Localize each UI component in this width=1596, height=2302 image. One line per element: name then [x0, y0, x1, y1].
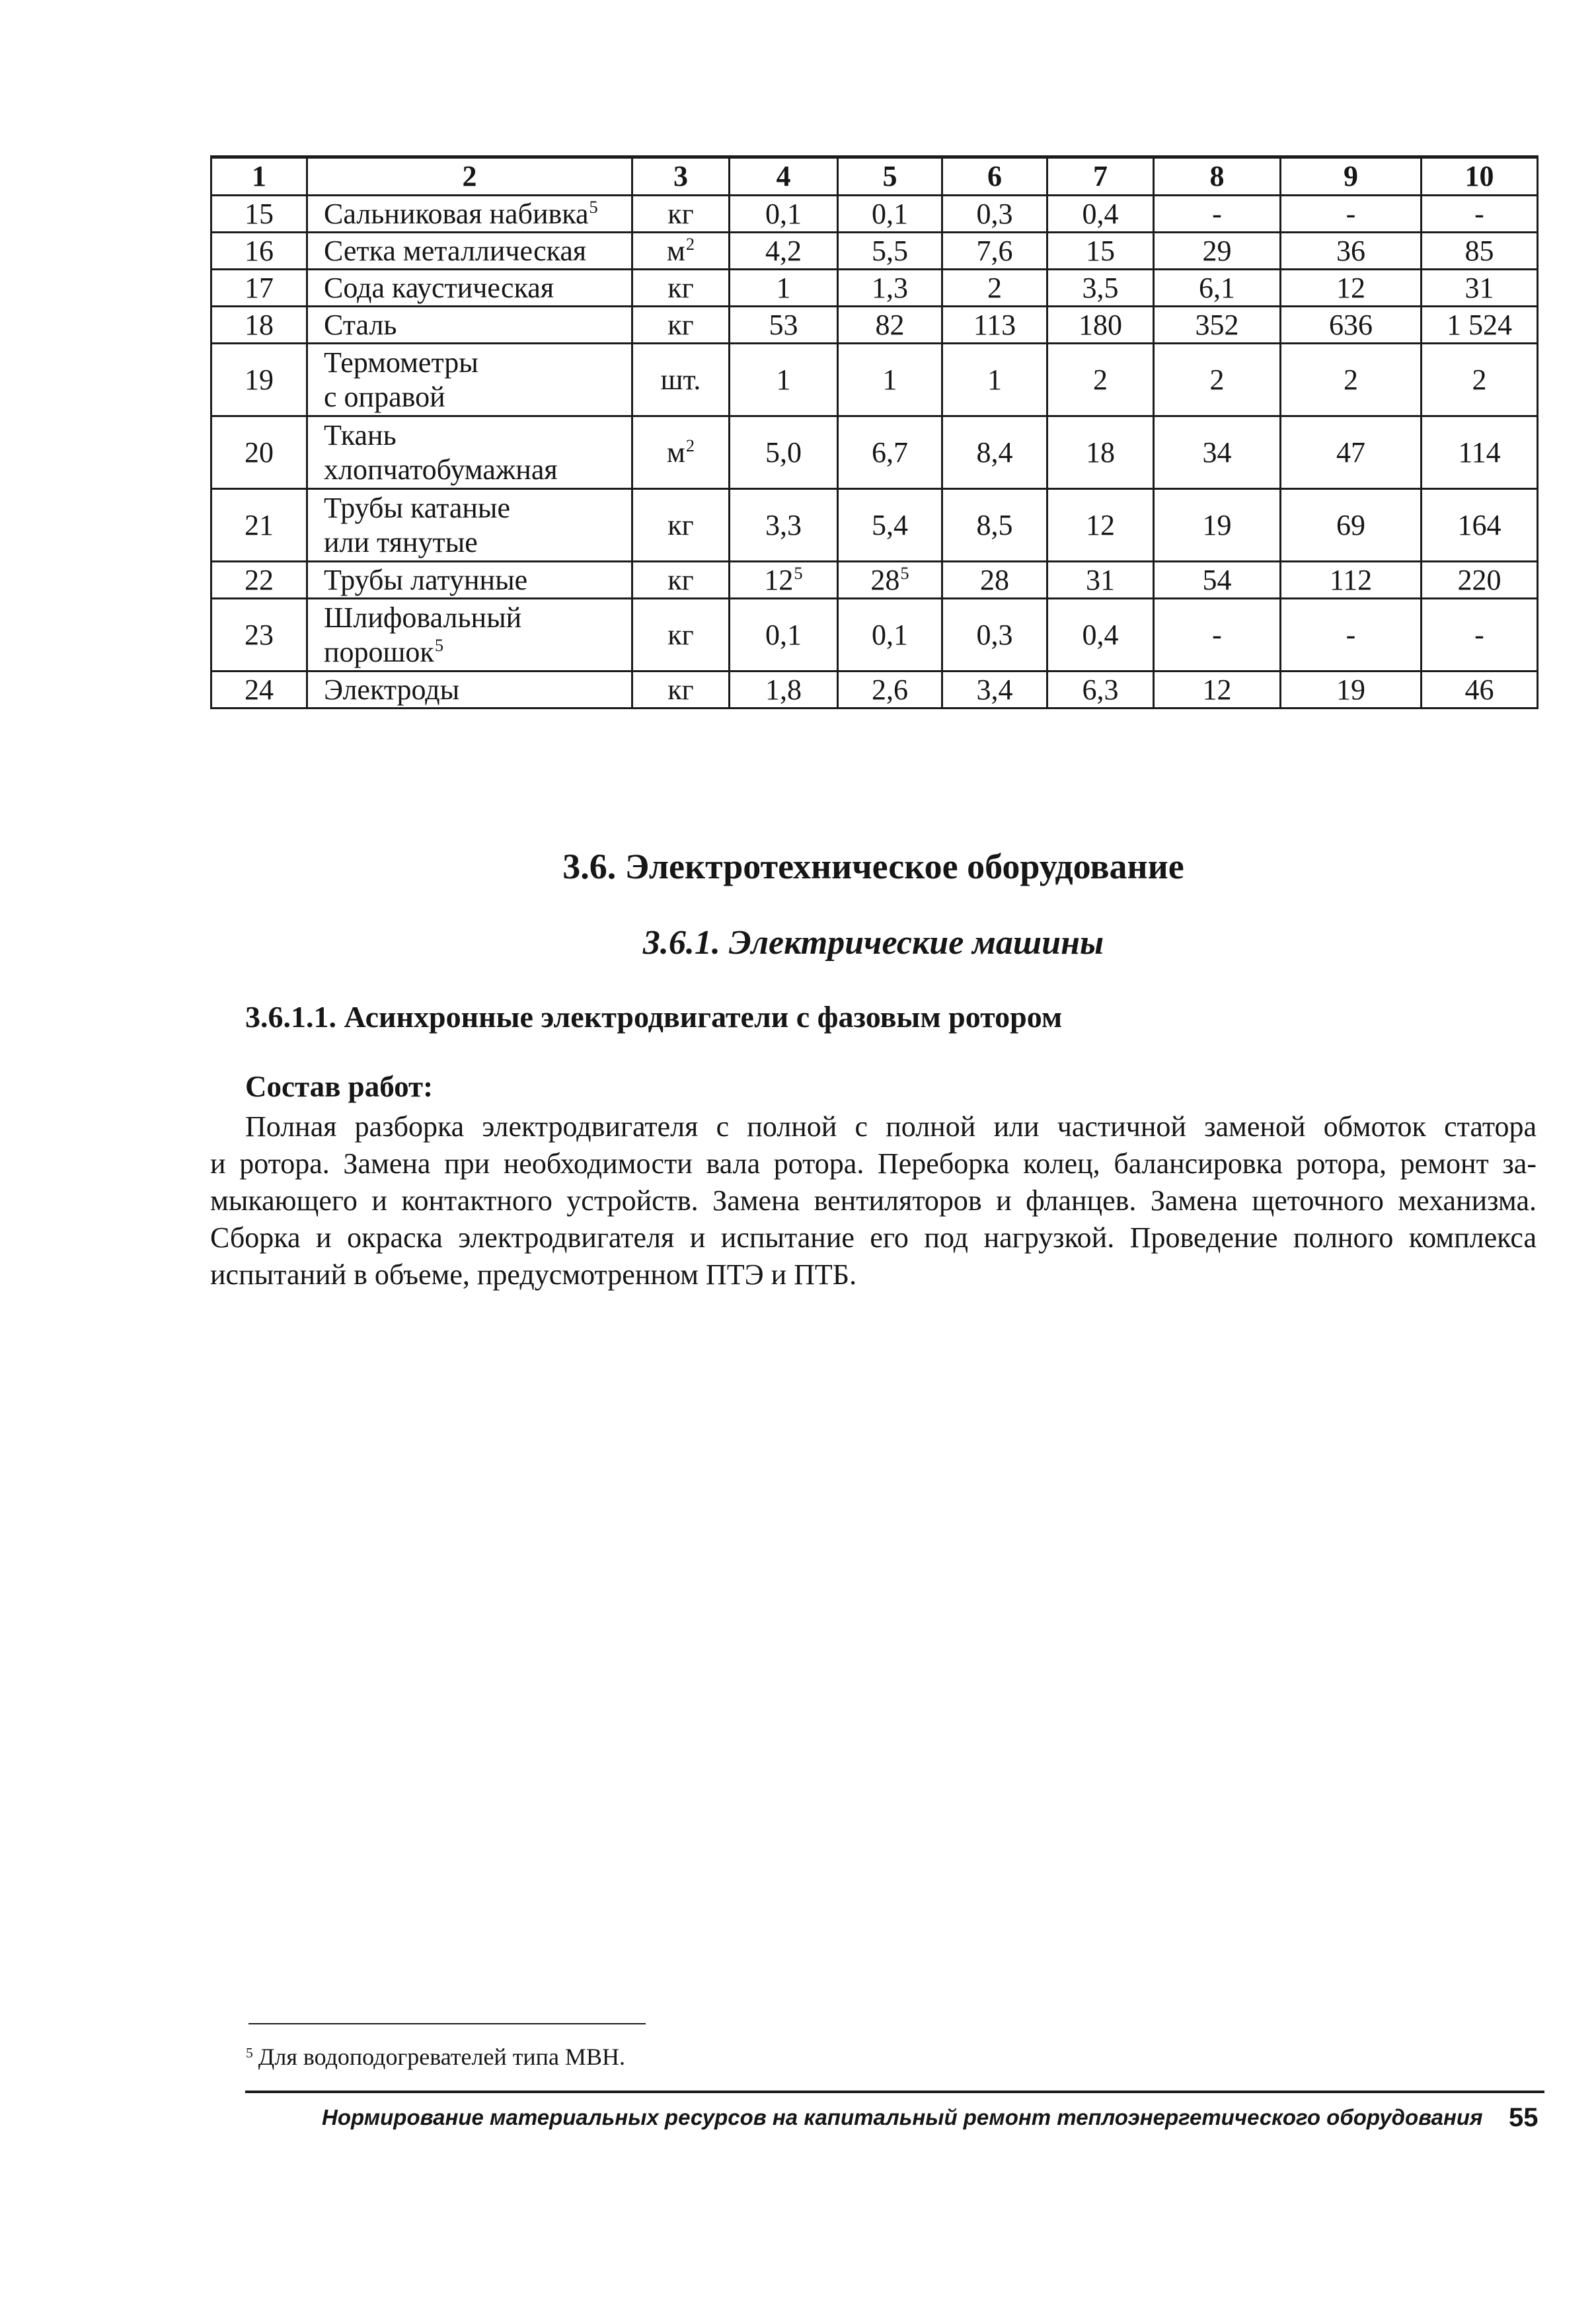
norm-value-cell: 6,3	[1047, 671, 1154, 709]
cell-text: или тянутые	[324, 525, 478, 558]
norm-value-cell: 2	[1281, 344, 1422, 416]
norm-value-cell: 2,6	[838, 671, 942, 709]
material-name-line	[324, 308, 631, 342]
unit-cell	[632, 344, 730, 416]
column-header-8: 8	[1154, 157, 1281, 196]
norm-value-cell: 85	[1422, 233, 1538, 270]
norm-value-cell: 5,5	[838, 233, 942, 270]
table-row	[211, 489, 1538, 562]
table-row	[211, 562, 1538, 599]
table-body	[211, 196, 1538, 709]
cell-text: кг	[667, 673, 694, 706]
row-number-cell: 24	[211, 671, 307, 709]
cell-text: Трубы латунные	[324, 563, 528, 596]
norm-value-cell: 12	[1154, 671, 1281, 709]
norm-value-cell: 2	[1047, 344, 1154, 416]
column-header-3: 3	[632, 157, 730, 196]
norm-value-cell: 113	[942, 307, 1047, 344]
unit-cell	[632, 270, 730, 307]
norm-value-cell	[838, 562, 942, 599]
cell-text: шт.	[660, 363, 701, 396]
norm-value-cell: 3,4	[942, 671, 1047, 709]
row-number-cell: 20	[211, 416, 307, 489]
material-name-cell	[307, 416, 632, 489]
norm-value-cell: 12	[1047, 489, 1154, 562]
norm-value-cell: 3,5	[1047, 270, 1154, 307]
row-number-cell: 19	[211, 344, 307, 416]
material-name-line	[324, 673, 631, 707]
table-row	[211, 270, 1538, 307]
norm-value-cell: 2	[1154, 344, 1281, 416]
cell-text: кг	[667, 271, 694, 304]
unit-cell	[632, 196, 730, 233]
norm-value-cell: 1	[942, 344, 1047, 416]
norm-value-cell: -	[1422, 599, 1538, 671]
material-name-cell	[307, 307, 632, 344]
cell-text: Ткань	[324, 418, 397, 451]
section-title: 3.6. Электротехническое оборудование	[562, 847, 1184, 886]
norm-value-cell: 1	[838, 344, 942, 416]
cell-text: Электроды	[324, 673, 460, 706]
unit-cell	[632, 671, 730, 709]
material-name-cell	[307, 489, 632, 562]
footnote-ref: 5	[434, 634, 444, 655]
material-name-line	[324, 346, 631, 380]
material-name-cell	[307, 196, 632, 233]
norm-value-cell: 19	[1281, 671, 1422, 709]
footnote-ref: 2	[685, 435, 695, 455]
paragraph-line: Полная разборка электродвигателя с полной с полной или частичной заменой обмоток статора	[245, 1110, 1537, 1143]
column-header-10: 10	[1422, 157, 1538, 196]
norm-value-cell: 18	[1047, 416, 1154, 489]
column-header-4: 4	[730, 157, 838, 196]
table-header-row	[211, 157, 1538, 196]
column-header-7: 7	[1047, 157, 1154, 196]
norm-value-cell: 0,1	[730, 196, 838, 233]
footnote-ref: 5	[589, 196, 598, 217]
material-name-line	[324, 525, 631, 560]
column-header-9: 9	[1281, 157, 1422, 196]
material-name-line	[324, 491, 631, 525]
material-name-line	[324, 234, 631, 268]
unit-cell	[632, 307, 730, 344]
table-row	[211, 416, 1538, 489]
column-header-1: 1	[211, 157, 307, 196]
footnote-text: Для водоподогревателей типа МВН.	[258, 2044, 625, 2070]
norm-value-cell: 1	[730, 270, 838, 307]
norm-value-cell: 29	[1154, 233, 1281, 270]
norm-value-cell: 0,4	[1047, 599, 1154, 671]
column-header-5: 5	[838, 157, 942, 196]
norm-value-cell: 19	[1154, 489, 1281, 562]
norm-value-cell: 2	[1422, 344, 1538, 416]
norm-value-cell: 1,3	[838, 270, 942, 307]
material-name-line	[324, 563, 631, 597]
work-composition-heading: Состав работ:	[245, 1070, 434, 1103]
norm-value-cell: 6,7	[838, 416, 942, 489]
norm-value-cell: 12	[1281, 270, 1422, 307]
material-name-line	[324, 197, 631, 231]
footnote	[245, 2042, 625, 2071]
norm-value-cell: 8,4	[942, 416, 1047, 489]
norm-value-cell: 8,5	[942, 489, 1047, 562]
material-name-line	[324, 635, 631, 670]
norm-value-cell: 6,1	[1154, 270, 1281, 307]
page-number: 55	[1509, 2103, 1539, 2132]
footer-divider	[245, 2091, 1544, 2093]
norm-value-cell: 1 524	[1422, 307, 1538, 344]
running-footer-title: Нормирование материальных ресурсов на капитальный ремонт теплоэнергетического оборудования	[322, 2105, 1483, 2129]
cell-text: хлопчатобумажная	[324, 453, 558, 486]
material-name-line	[324, 418, 631, 453]
norm-value-cell: 112	[1281, 562, 1422, 599]
unit-cell	[632, 489, 730, 562]
norm-value-cell: 69	[1281, 489, 1422, 562]
cell-text: кг	[667, 508, 694, 541]
norm-value-cell: 0,3	[942, 599, 1047, 671]
cell-text: 12	[764, 563, 794, 596]
norm-value-cell: 15	[1047, 233, 1154, 270]
row-number-cell: 16	[211, 233, 307, 270]
work-composition-paragraph	[210, 1108, 1537, 1293]
norm-value-cell: 82	[838, 307, 942, 344]
footnote-ref: 2	[685, 233, 695, 254]
norm-value-cell: 5,0	[730, 416, 838, 489]
norm-value-cell: -	[1154, 599, 1281, 671]
row-number-cell: 15	[211, 196, 307, 233]
unit-cell	[632, 599, 730, 671]
unit-cell	[632, 416, 730, 489]
norm-value-cell: 0,1	[838, 196, 942, 233]
norm-value-cell: 114	[1422, 416, 1538, 489]
norm-value-cell: 31	[1047, 562, 1154, 599]
cell-text: Шлифовальный	[324, 601, 522, 634]
cell-text: м	[666, 436, 685, 469]
table-header	[211, 157, 1538, 196]
row-number-cell: 17	[211, 270, 307, 307]
norm-value-cell: 54	[1154, 562, 1281, 599]
material-name-cell	[307, 270, 632, 307]
table-row	[211, 671, 1538, 709]
unit-cell	[632, 233, 730, 270]
cell-text: Сода каустическая	[324, 271, 554, 304]
cell-text: кг	[667, 563, 694, 596]
material-name-cell	[307, 233, 632, 270]
material-name-cell	[307, 599, 632, 671]
norm-value-cell: 36	[1281, 233, 1422, 270]
table-row	[211, 307, 1538, 344]
norm-value-cell: 352	[1154, 307, 1281, 344]
norm-value-cell: 7,6	[942, 233, 1047, 270]
material-name-line	[324, 453, 631, 487]
row-number-cell: 23	[211, 599, 307, 671]
norm-value-cell: 3,3	[730, 489, 838, 562]
norm-value-cell: 1,8	[730, 671, 838, 709]
material-name-line	[324, 380, 631, 414]
norm-value-cell: 34	[1154, 416, 1281, 489]
paragraph-line: и ротора. Замена при необходимости вала ротора. Переборка колец, балансировка ротора, ремонт за-	[210, 1147, 1537, 1180]
norm-value-cell: 5,4	[838, 489, 942, 562]
table-row	[211, 344, 1538, 416]
cell-text: кг	[667, 618, 694, 651]
row-number-cell: 18	[211, 307, 307, 344]
cell-text: Сетка металлическая	[324, 234, 587, 267]
material-name-cell	[307, 671, 632, 709]
cell-text: Термометры	[324, 346, 478, 379]
subsubsection-title: 3.6.1.1. Асинхронные электродвигатели с фазовым ротором	[245, 1000, 1063, 1034]
footnote-mark: 5	[246, 2045, 253, 2061]
material-name-line	[324, 601, 631, 635]
cell-text: с оправой	[324, 380, 445, 413]
norm-value-cell: 53	[730, 307, 838, 344]
footnote-divider	[248, 2023, 646, 2024]
material-name-cell	[307, 344, 632, 416]
norm-value-cell: 180	[1047, 307, 1154, 344]
norm-value-cell: -	[1281, 196, 1422, 233]
table-row	[211, 196, 1538, 233]
subsection-title: 3.6.1. Электрические машины	[642, 924, 1104, 962]
norm-value-cell: 46	[1422, 671, 1538, 709]
norm-value-cell: 164	[1422, 489, 1538, 562]
paragraph-line: мыкающего и контактного устройств. Замена вентиляторов и фланцев. Замена щеточного механизма.	[210, 1184, 1537, 1217]
cell-text: Сальниковая набивка	[324, 197, 589, 230]
table-row	[211, 599, 1538, 671]
cell-text: кг	[667, 308, 694, 341]
cell-text: порошок	[324, 635, 434, 668]
cell-text: 28	[870, 563, 900, 596]
paragraph-line: испытаний в объеме, предусмотренном ПТЭ и ПТБ.	[210, 1258, 857, 1291]
table-row	[211, 233, 1538, 270]
norm-value-cell: 636	[1281, 307, 1422, 344]
material-name-cell	[307, 562, 632, 599]
norm-value-cell: 28	[942, 562, 1047, 599]
norm-value-cell: -	[1422, 196, 1538, 233]
norm-value-cell: 0,1	[838, 599, 942, 671]
cell-text: Трубы катаные	[324, 491, 511, 524]
cell-text: кг	[667, 197, 694, 230]
norm-value-cell: 0,4	[1047, 196, 1154, 233]
norm-value-cell: -	[1281, 599, 1422, 671]
norm-value-cell: 31	[1422, 270, 1538, 307]
norm-value-cell	[730, 562, 838, 599]
norm-value-cell: 2	[942, 270, 1047, 307]
footnote-ref: 5	[900, 562, 909, 583]
paragraph-line: Сборка и окраска электродвигателя и испытание его под нагрузкой. Проведение полного комплекса	[210, 1221, 1537, 1254]
materials-norm-table	[210, 155, 1539, 709]
footnote-ref: 5	[794, 562, 803, 583]
norm-value-cell: -	[1154, 196, 1281, 233]
row-number-cell: 22	[211, 562, 307, 599]
column-header-6: 6	[942, 157, 1047, 196]
norm-value-cell: 220	[1422, 562, 1538, 599]
norm-value-cell: 47	[1281, 416, 1422, 489]
row-number-cell: 21	[211, 489, 307, 562]
norm-value-cell: 0,3	[942, 196, 1047, 233]
norm-value-cell: 4,2	[730, 233, 838, 270]
material-name-line	[324, 271, 631, 305]
cell-text: м	[666, 234, 685, 267]
norm-value-cell: 0,1	[730, 599, 838, 671]
unit-cell	[632, 562, 730, 599]
norm-value-cell: 1	[730, 344, 838, 416]
column-header-2: 2	[307, 157, 632, 196]
cell-text: Сталь	[324, 308, 397, 341]
